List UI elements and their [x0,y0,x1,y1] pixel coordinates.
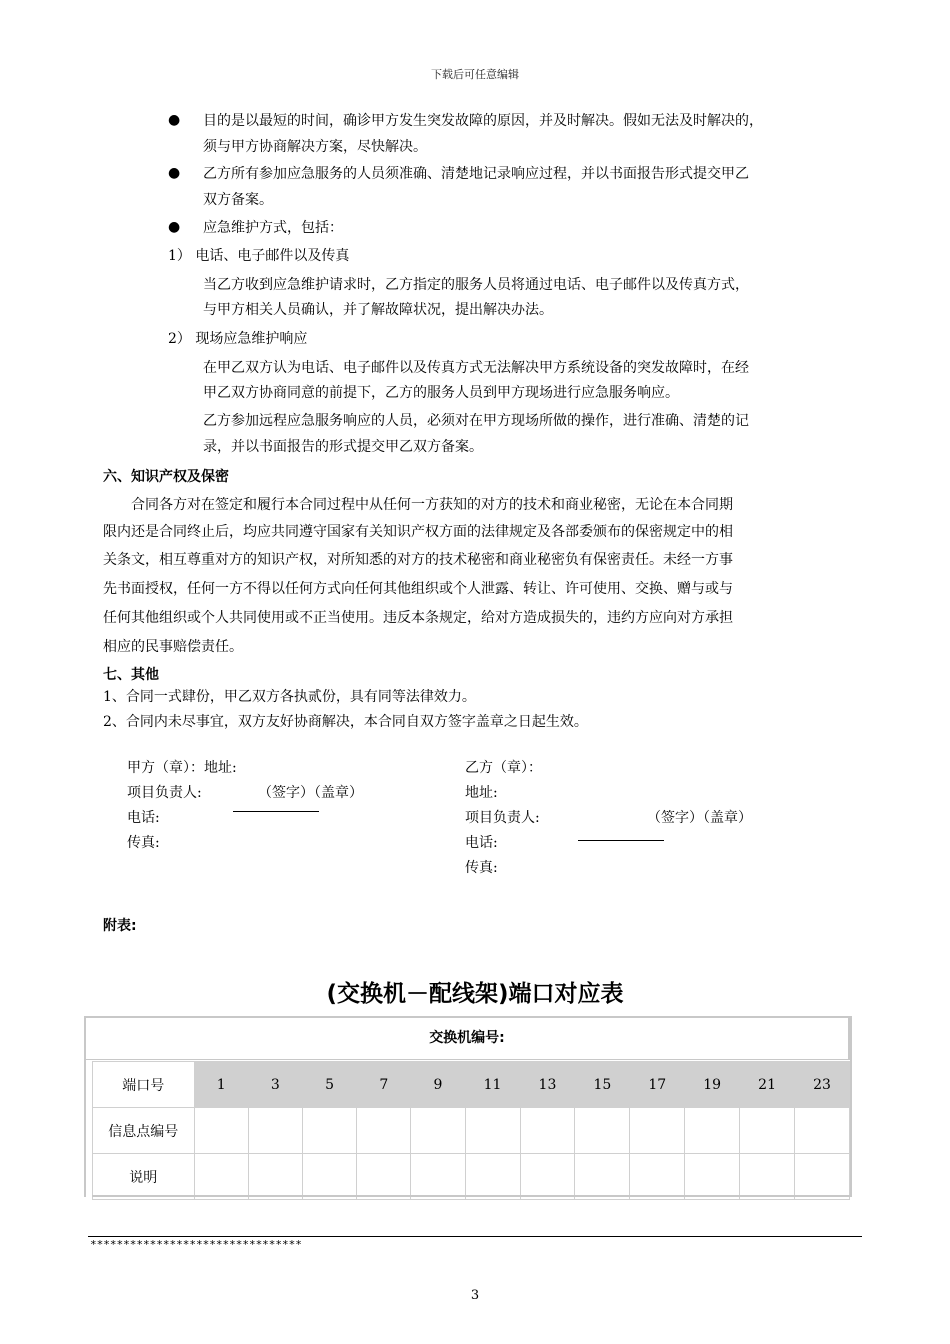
section-6-line: 任何其他组织或个人共同使用或不正当使用。违反本条规定，给对方造成损失的，违约方应向对方承担 [103,610,733,626]
notes-cell[interactable] [465,1154,520,1200]
section-7-heading: 七、其他 [103,667,159,683]
notes-cell[interactable] [194,1154,248,1200]
row-label-info-point: 信息点编号 [93,1108,195,1154]
info-point-cell[interactable] [795,1108,850,1154]
bullet-icon: ● [168,219,181,235]
port-cell: 23 [795,1062,850,1108]
row-label-port: 端口号 [93,1062,195,1108]
notes-cell[interactable] [520,1154,575,1200]
section-7-item-1: 1、合同一式肆份，甲乙双方各执贰份，具有同等法律效力。 [103,689,476,705]
table-bottom-border [92,1195,852,1197]
port-cell: 9 [411,1062,465,1108]
method-2-para-1-line-1: 在甲乙双方认为电话、电子邮件以及传真方式无法解决甲方系统设备的突发故障时，在经 [203,360,749,376]
party-a-sign-note: （签字）（盖章） [258,785,363,801]
party-b-phone: 电话: [465,835,498,851]
port-mapping-table [92,1061,850,1200]
party-b-fax: 传真: [465,860,498,876]
info-point-cell[interactable] [248,1108,302,1154]
party-a-fax: 传真: [127,835,160,851]
info-point-cell[interactable] [740,1108,795,1154]
info-point-cell[interactable] [575,1108,630,1154]
info-point-cell[interactable] [520,1108,575,1154]
port-cell: 17 [630,1062,685,1108]
notes-cell[interactable] [302,1154,356,1200]
port-cell: 21 [740,1062,795,1108]
info-point-cell[interactable] [302,1108,356,1154]
port-cell: 11 [465,1062,520,1108]
row-label-notes: 说明 [93,1154,195,1200]
party-a-phone: 电话: [127,810,160,826]
method-2-para-1-line-2: 甲乙双方协商同意的前提下，乙方的服务人员到甲方现场进行应急服务响应。 [203,385,679,401]
table-title: (交换机－配线架)端口对应表 [326,981,624,1007]
section-6-heading: 六、知识产权及保密 [103,469,229,485]
appendix-label: 附表: [103,918,137,934]
bullet-3-line-1: 应急维护方式，包括： [203,220,343,236]
party-b-manager-label: 项目负责人: [465,810,540,826]
info-point-cell[interactable] [465,1108,520,1154]
port-cell: 7 [357,1062,411,1108]
table-row-notes [93,1154,850,1200]
port-cell: 15 [575,1062,630,1108]
notes-cell[interactable] [411,1154,465,1200]
header-note: 下载后可任意编辑 [431,68,519,81]
party-b-sign-note: （签字）（盖章） [647,810,752,826]
bullet-icon: ● [168,165,181,181]
method-2-label: 2） 现场应急维护响应 [168,331,308,347]
bullet-2-line-1: 乙方所有参加应急服务的人员须准确、清楚地记录响应过程，并以书面报告形式提交甲乙 [203,166,749,182]
section-6-line: 限内还是合同终止后，均应共同遵守国家有关知识产权方面的法律规定及各部委颁布的保密规定中的相 [103,524,733,540]
method-2-para-2-line-1: 乙方参加远程应急服务响应的人员，必须对在甲方现场所做的操作，进行准确、清楚的记 [203,413,749,429]
method-1-para-line-1: 当乙方收到应急维护请求时，乙方指定的服务人员将通过电话、电子邮件以及传真方式， [203,277,749,293]
notes-cell[interactable] [248,1154,302,1200]
party-a-line-1: 甲方（章）：地址: [127,760,237,776]
page-number: 3 [470,1288,480,1303]
table-left-border [84,1060,92,1197]
party-b-signature-line [578,840,664,841]
info-point-cell[interactable] [357,1108,411,1154]
footer-rule [88,1236,862,1237]
section-6-line: 合同各方对在签定和履行本合同过程中从任何一方获知的对方的技术和商业秘密，无论在本合同期 [131,497,733,513]
section-7-item-2: 2、合同内未尽事宜，双方友好协商解决，本合同自双方签字盖章之日起生效。 [103,714,588,730]
notes-cell[interactable] [795,1154,850,1200]
party-a-manager-label: 项目负责人: [127,785,202,801]
port-cell: 1 [194,1062,248,1108]
table-right-border [850,1016,852,1197]
party-a-signature-line [233,811,319,812]
port-cell: 5 [302,1062,356,1108]
party-b-line-1: 乙方（章）： [465,760,542,776]
bullet-icon: ● [168,112,181,128]
section-6-line: 先书面授权，任何一方不得以任何方式向任何其他组织或个人泄露、转让、许可使用、交换、赠与或与 [103,581,733,597]
method-1-para-line-2: 与甲方相关人员确认，并了解故障状况，提出解决办法。 [203,302,553,318]
bullet-1-line-1: 目的是以最短的时间，确诊甲方发生突发故障的原因，并及时解决。假如无法及时解决的， [203,113,763,129]
notes-cell[interactable] [575,1154,630,1200]
notes-cell[interactable] [357,1154,411,1200]
port-cell: 3 [248,1062,302,1108]
notes-cell[interactable] [630,1154,685,1200]
info-point-cell[interactable] [411,1108,465,1154]
info-point-cell[interactable] [194,1108,248,1154]
table-row-info-points [93,1108,850,1154]
info-point-cell[interactable] [685,1108,740,1154]
port-cell: 13 [520,1062,575,1108]
notes-cell[interactable] [740,1154,795,1200]
notes-cell[interactable] [685,1154,740,1200]
switch-number-header: 交换机编号: [84,1016,850,1060]
footer-stars: ******************************** [90,1238,302,1251]
method-1-label: 1） 电话、电子邮件以及传真 [168,248,350,264]
section-6-line: 关条文，相互尊重对方的知识产权，对所知悉的对方的技术秘密和商业秘密负有保密责任。未经一方事 [103,552,733,568]
info-point-cell[interactable] [630,1108,685,1154]
method-2-para-2-line-2: 录，并以书面报告的形式提交甲乙双方备案。 [203,439,483,455]
party-b-address: 地址: [465,785,498,801]
port-cell: 19 [685,1062,740,1108]
table-row-ports [93,1062,850,1108]
section-6-line: 相应的民事赔偿责任。 [103,639,243,655]
bullet-1-line-2: 须与甲方协商解决方案，尽快解决。 [203,139,427,155]
bullet-2-line-2: 双方备案。 [203,192,273,208]
